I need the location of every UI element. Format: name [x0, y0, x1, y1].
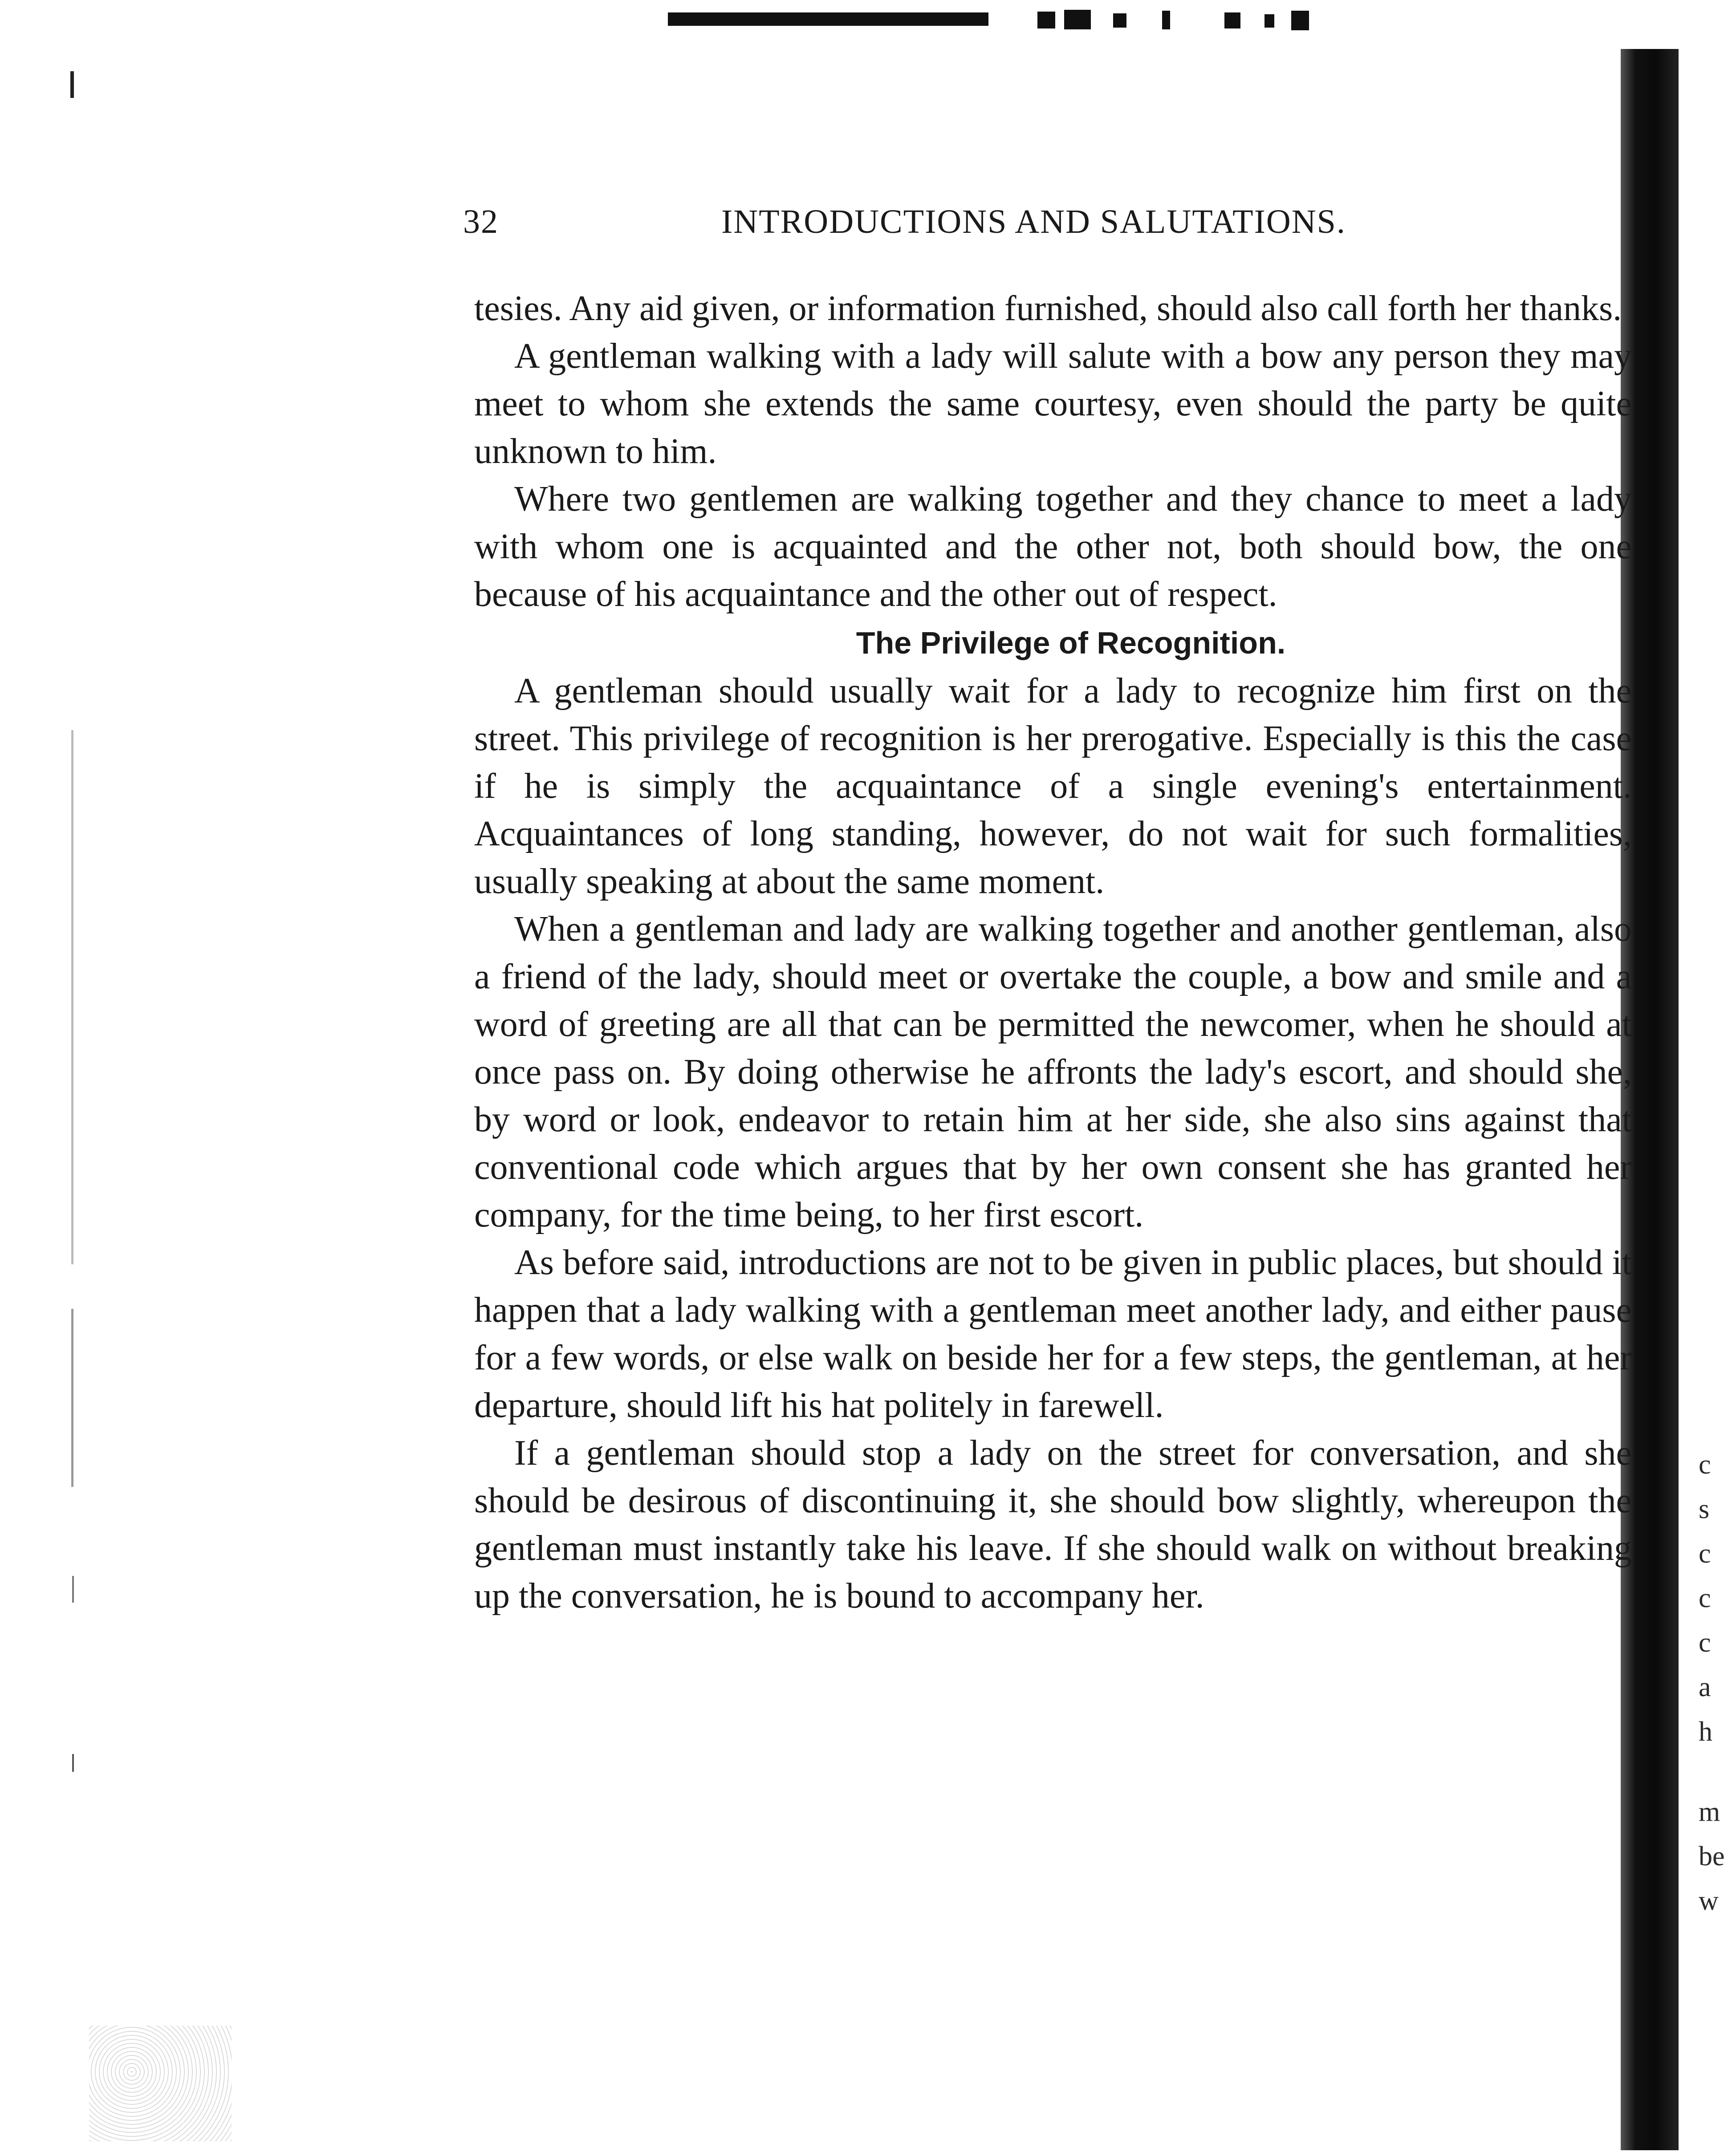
paragraph: A gentleman should usually wait for a lady to recognize him first on the street. This privilege of recognition is her prerogative. Especially is this the case if he is simply the acquaintance of a single evening's entertainment. Acquaintances of long standing, however, do not wait for such formalities, usually speaking at about the same moment.: [474, 671, 1632, 901]
paragraph: Where two gentlemen are walking together and they chance to meet a lady with whom one is acquainted and the other not, both should bow, the one because of his acquaintance and the other out of respect.: [474, 479, 1632, 614]
paragraph: If a gentleman should stop a lady on the street for conversation, and she should be desirous of discontinuing it, she should bow slightly, whereupon the gentleman must instantly take his leave. If she should walk on without breaking up the conversation, he is bound to accompany her.: [474, 1433, 1632, 1616]
fragment-letter: w: [1699, 1886, 1719, 1916]
fragment-gap: [1699, 1754, 1725, 1790]
fragment-letter: c: [1699, 1628, 1711, 1658]
paragraph: When a gentleman and lady are walking together and another gentleman, also a friend of the lady, should meet or overtake the couple, a bow and smile and a word of greeting are all that can be permitted the newcomer, when he should at once pass on. By doing otherwise he affronts the lady's escort, and should she, by word or look, endeavor to retain him at her side, she also sins against that conventional code which argues that by her own consent she has granted her company, for the time being, to her first escort.: [474, 909, 1632, 1234]
scan-artifact-left: [67, 18, 94, 2110]
chapter-title: INTRODUCTIONS AND SALUTATIONS.: [721, 203, 1346, 240]
fragment-letter: c: [1699, 1539, 1711, 1569]
paragraph: As before said, introductions are not to be given in public places, but should it happen that a lady walking with a gentleman meet another lady, and either pause for a few words, or else walk on beside her for a few steps, the gentleman, at her departure, should lift his hat politely in farewell.: [474, 1243, 1632, 1425]
body-text: [474, 285, 1632, 1620]
running-header: [463, 203, 1460, 256]
fragment-letter: m: [1699, 1797, 1720, 1827]
fragment-letter: s: [1699, 1494, 1710, 1524]
page-number: 32: [463, 203, 499, 240]
paragraph: tesies. Any aid given, or information furnished, should also call forth her thanks.: [474, 289, 1622, 328]
fragment-letter: c: [1699, 1450, 1711, 1480]
scan-artifact-top: [668, 8, 1336, 35]
fragment-letter: be: [1699, 1841, 1725, 1872]
fragment-letter: c: [1699, 1583, 1711, 1613]
scan-artifact-bottom-left: [89, 2026, 232, 2141]
paragraph: A gentleman walking with a lady will salute with a bow any person they may meet to whom she extends the same courtesy, even should the party be quite unknown to him.: [474, 337, 1632, 471]
fragment-letter: a: [1699, 1672, 1711, 1702]
facing-page-fragment: [1699, 1442, 1725, 1923]
section-heading: The Privilege of Recognition.: [856, 625, 1286, 660]
fragment-letter: h: [1699, 1717, 1712, 1747]
